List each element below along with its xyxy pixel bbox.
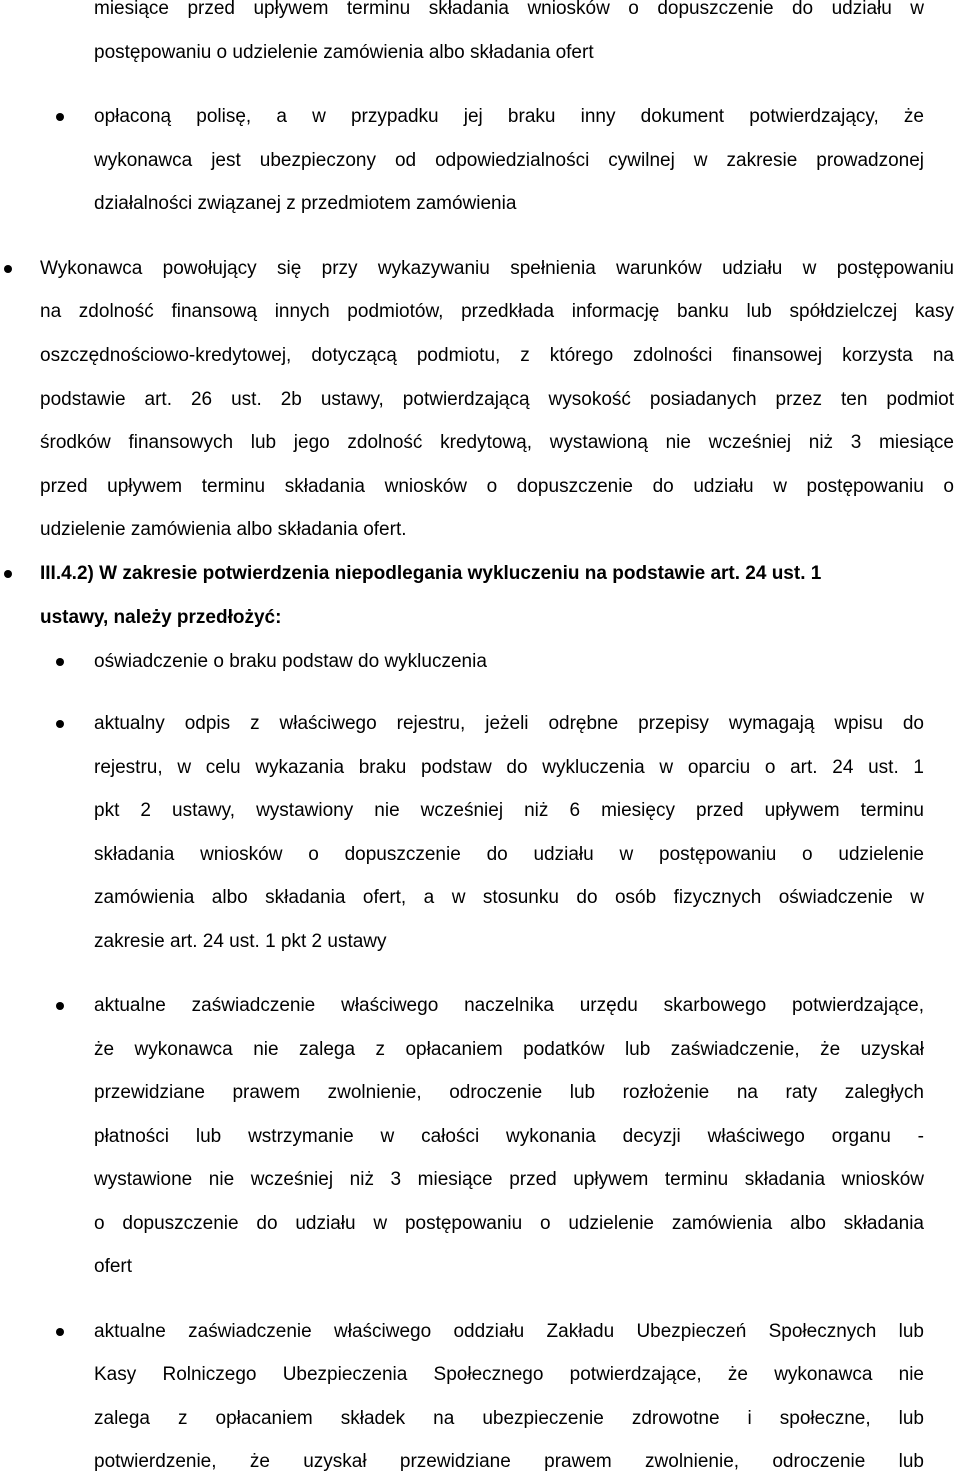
bullet-point — [56, 1002, 64, 1010]
bullet-point — [56, 1328, 64, 1336]
text-line: opłaconą polisę, a w przypadku jej braku inny dokument potwierdzający, że — [94, 106, 924, 127]
text-line: miesiące przed upływem terminu składania wniosków o dopuszczenie do udziału w — [94, 0, 924, 19]
bullet-point — [56, 658, 64, 666]
text-line: o dopuszczenie do udziału w postępowaniu o udzielenie zamówienia albo składania — [94, 1213, 924, 1234]
text-line: podstawie art. 26 ust. 2b ustawy, potwierdzającą wysokość posiadanych przez ten podmiot — [40, 389, 954, 410]
text-line: postępowaniu o udzielenie zamówienia albo składania ofert — [94, 42, 594, 63]
text-line: Wykonawca powołujący się przy wykazywaniu spełnienia warunków udziału w postępowaniu — [40, 258, 954, 279]
text-line: na zdolność finansową innych podmiotów, przedkłada informację banku lub spółdzielczej kasy — [40, 301, 954, 322]
text-line: zamówienia albo składania ofert, a w stosunku do osób fizycznych oświadczenie w — [94, 887, 924, 908]
text-line: oszczędnościowo-kredytowej, dotyczącą podmiotu, z którego zdolności finansowej korzysta na — [40, 345, 954, 366]
text-line: pkt 2 ustawy, wystawiony nie wcześniej niż 6 miesięcy przed upływem terminu — [94, 800, 924, 821]
section-heading: III.4.2) W zakresie potwierdzenia niepodlegania wykluczeniu na podstawie art. 24 ust. 1 — [40, 563, 822, 584]
text-line: zalega z opłacaniem składek na ubezpieczenie zdrowotne i społeczne, lub — [94, 1408, 924, 1429]
bullet-point — [56, 113, 64, 121]
bullet-point — [4, 570, 12, 578]
text-line: aktualne zaświadczenie właściwego naczelnika urzędu skarbowego potwierdzające, — [94, 995, 924, 1016]
text-line: działalności związanej z przedmiotem zamówienia — [94, 193, 517, 214]
text-line: płatności lub wstrzymanie w całości wykonania decyzji właściwego organu - — [94, 1126, 924, 1147]
text-line: zakresie art. 24 ust. 1 pkt 2 ustawy — [94, 931, 387, 952]
section-heading: ustawy, należy przedłożyć: — [40, 607, 282, 628]
text-line: ofert — [94, 1256, 133, 1277]
text-line: składania wniosków o dopuszczenie do udziału w postępowaniu o udzielenie — [94, 844, 924, 865]
text-line: że wykonawca nie zalega z opłacaniem podatków lub zaświadczenie, że uzyskał — [94, 1039, 924, 1060]
text-line: przed upływem terminu składania wniosków o dopuszczenie do udziału w postępowaniu o — [40, 476, 954, 497]
text-line: wykonawca jest ubezpieczony od odpowiedzialności cywilnej w zakresie prowadzonej — [94, 150, 924, 171]
bullet-point — [4, 265, 12, 273]
text-line: potwierdzenie, że uzyskał przewidziane prawem zwolnienie, odroczenie lub — [94, 1451, 924, 1472]
text-line: aktualny odpis z właściwego rejestru, jeżeli odrębne przepisy wymagają wpisu do — [94, 713, 924, 734]
text-line: udzielenie zamówienia albo składania ofert. — [40, 519, 407, 540]
text-line: przewidziane prawem zwolnienie, odroczenie lub rozłożenie na raty zaległych — [94, 1082, 924, 1103]
text-line: aktualne zaświadczenie właściwego oddziału Zakładu Ubezpieczeń Społecznych lub — [94, 1321, 924, 1342]
text-line: środków finansowych lub jego zdolność kredytową, wystawioną nie wcześniej niż 3 miesiące — [40, 432, 954, 453]
text-line: Kasy Rolniczego Ubezpieczenia Społecznego potwierdzające, że wykonawca nie — [94, 1364, 924, 1385]
text-line: wystawione nie wcześniej niż 3 miesiące przed upływem terminu składania wniosków — [94, 1169, 924, 1190]
text-line: oświadczenie o braku podstaw do wykluczenia — [94, 651, 487, 672]
text-line: rejestru, w celu wykazania braku podstaw do wykluczenia w oparciu o art. 24 ust. 1 — [94, 757, 924, 778]
bullet-point — [56, 720, 64, 728]
